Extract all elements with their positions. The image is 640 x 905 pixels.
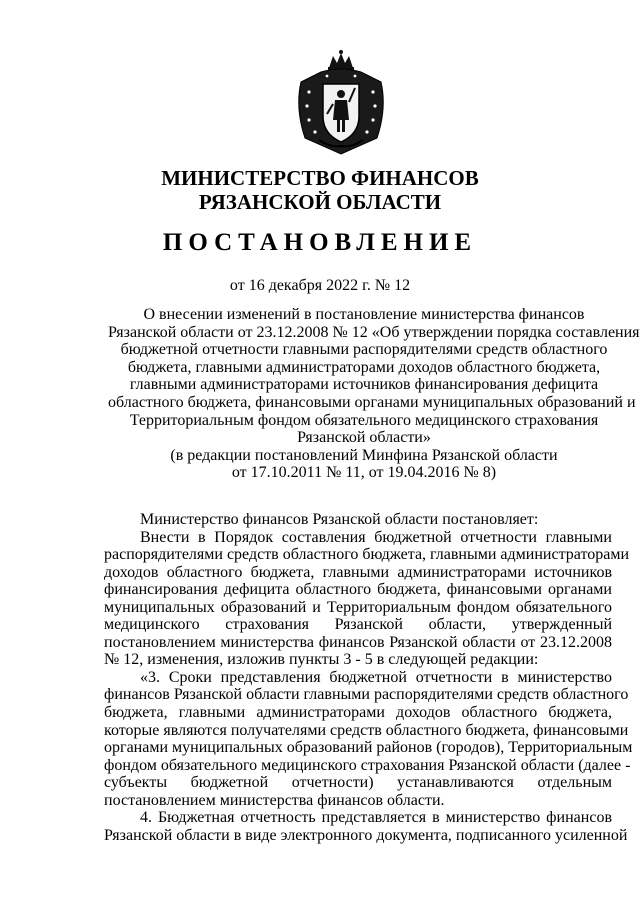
amendment-note-line: от 17.10.2011 № 11, от 19.04.2016 № 8) — [231, 464, 497, 482]
amendment-note-line: (в редакции постановлений Минфина Рязанской области — [170, 446, 558, 464]
body-line: фондом обязательного медицинского страхования Рязанской области (далее - — [104, 756, 631, 774]
subject-line: областного бюджета, финансовыми органами муниципальных образований и — [108, 393, 636, 411]
body-line: № 12, изменения, изложив пункты 3 - 5 в следующей редакции: — [104, 651, 539, 669]
body-line: финансирования дефицита областного бюджета, финансовыми органами — [104, 581, 612, 599]
document-body — [104, 511, 633, 844]
subject-line: О внесении изменений в постановление министерства финансов — [143, 306, 585, 323]
body-line: бюджета, главными администраторами доходов областного бюджета, — [104, 704, 612, 722]
body-line: 4. Бюджетная отчетность представляется в министерство финансов — [140, 809, 612, 827]
body-line: Внести в Порядок составления бюджетной отчетности главными — [140, 528, 612, 546]
document-type-title: ПОСТАНОВЛЕНИЕ — [162, 229, 478, 256]
subject-line: Территориальным фондом обязательного медицинского страхования — [129, 411, 599, 429]
body-line: органами муниципальных образований районов (городов), Территориальным — [104, 739, 633, 757]
body-line: «3. Сроки представления бюджетной отчетности в министерство — [140, 668, 612, 686]
ministry-name-line2: РЯЗАНСКОЙ ОБЛАСТИ — [198, 190, 442, 214]
body-line: которые являются получателями средств областного бюджета, финансовыми — [104, 721, 629, 739]
subject-line: Рязанской области от 23.12.2008 № 12 «Об утверждении порядка составления — [108, 323, 640, 341]
document-subject — [108, 306, 640, 482]
body-line: финансов Рязанской области главными распорядителями средств областного — [104, 686, 629, 704]
body-line: Министерство финансов Рязанской области постановляет: — [140, 511, 539, 528]
body-line: постановлением министерства финансов области. — [104, 791, 445, 809]
body-line: муниципальных образований и Территориальным фондом обязательного — [104, 598, 612, 616]
body-line: распорядителями средств областного бюджета, главными администраторами — [104, 546, 630, 564]
subject-line: бюджетной отчетности главными распорядителями средств областного — [120, 341, 608, 359]
body-line: постановлением министерства финансов Рязанской области от 23.12.2008 — [104, 633, 612, 651]
subject-line: Рязанской области» — [297, 429, 431, 447]
ministry-name-line1: МИНИСТЕРСТВО ФИНАНСОВ — [161, 166, 479, 190]
body-line: доходов областного бюджета, главными администраторами источников — [104, 563, 612, 581]
subject-line: главными администраторами источников финансирования дефицита — [129, 376, 599, 394]
date-and-number: от 16 декабря 2022 г. № 12 — [229, 277, 411, 294]
body-line: медицинского страхования Рязанской области, утвержденный — [104, 616, 612, 634]
subject-line: бюджета, главными администраторами доходов областного бюджета, — [127, 358, 601, 376]
coat-of-arms-emblem — [293, 48, 389, 156]
body-line: субъекты бюджетной отчетности) устанавливаются отдельным — [104, 774, 612, 792]
body-line: Рязанской области в виде электронного документа, подписанного усиленной — [104, 826, 628, 844]
